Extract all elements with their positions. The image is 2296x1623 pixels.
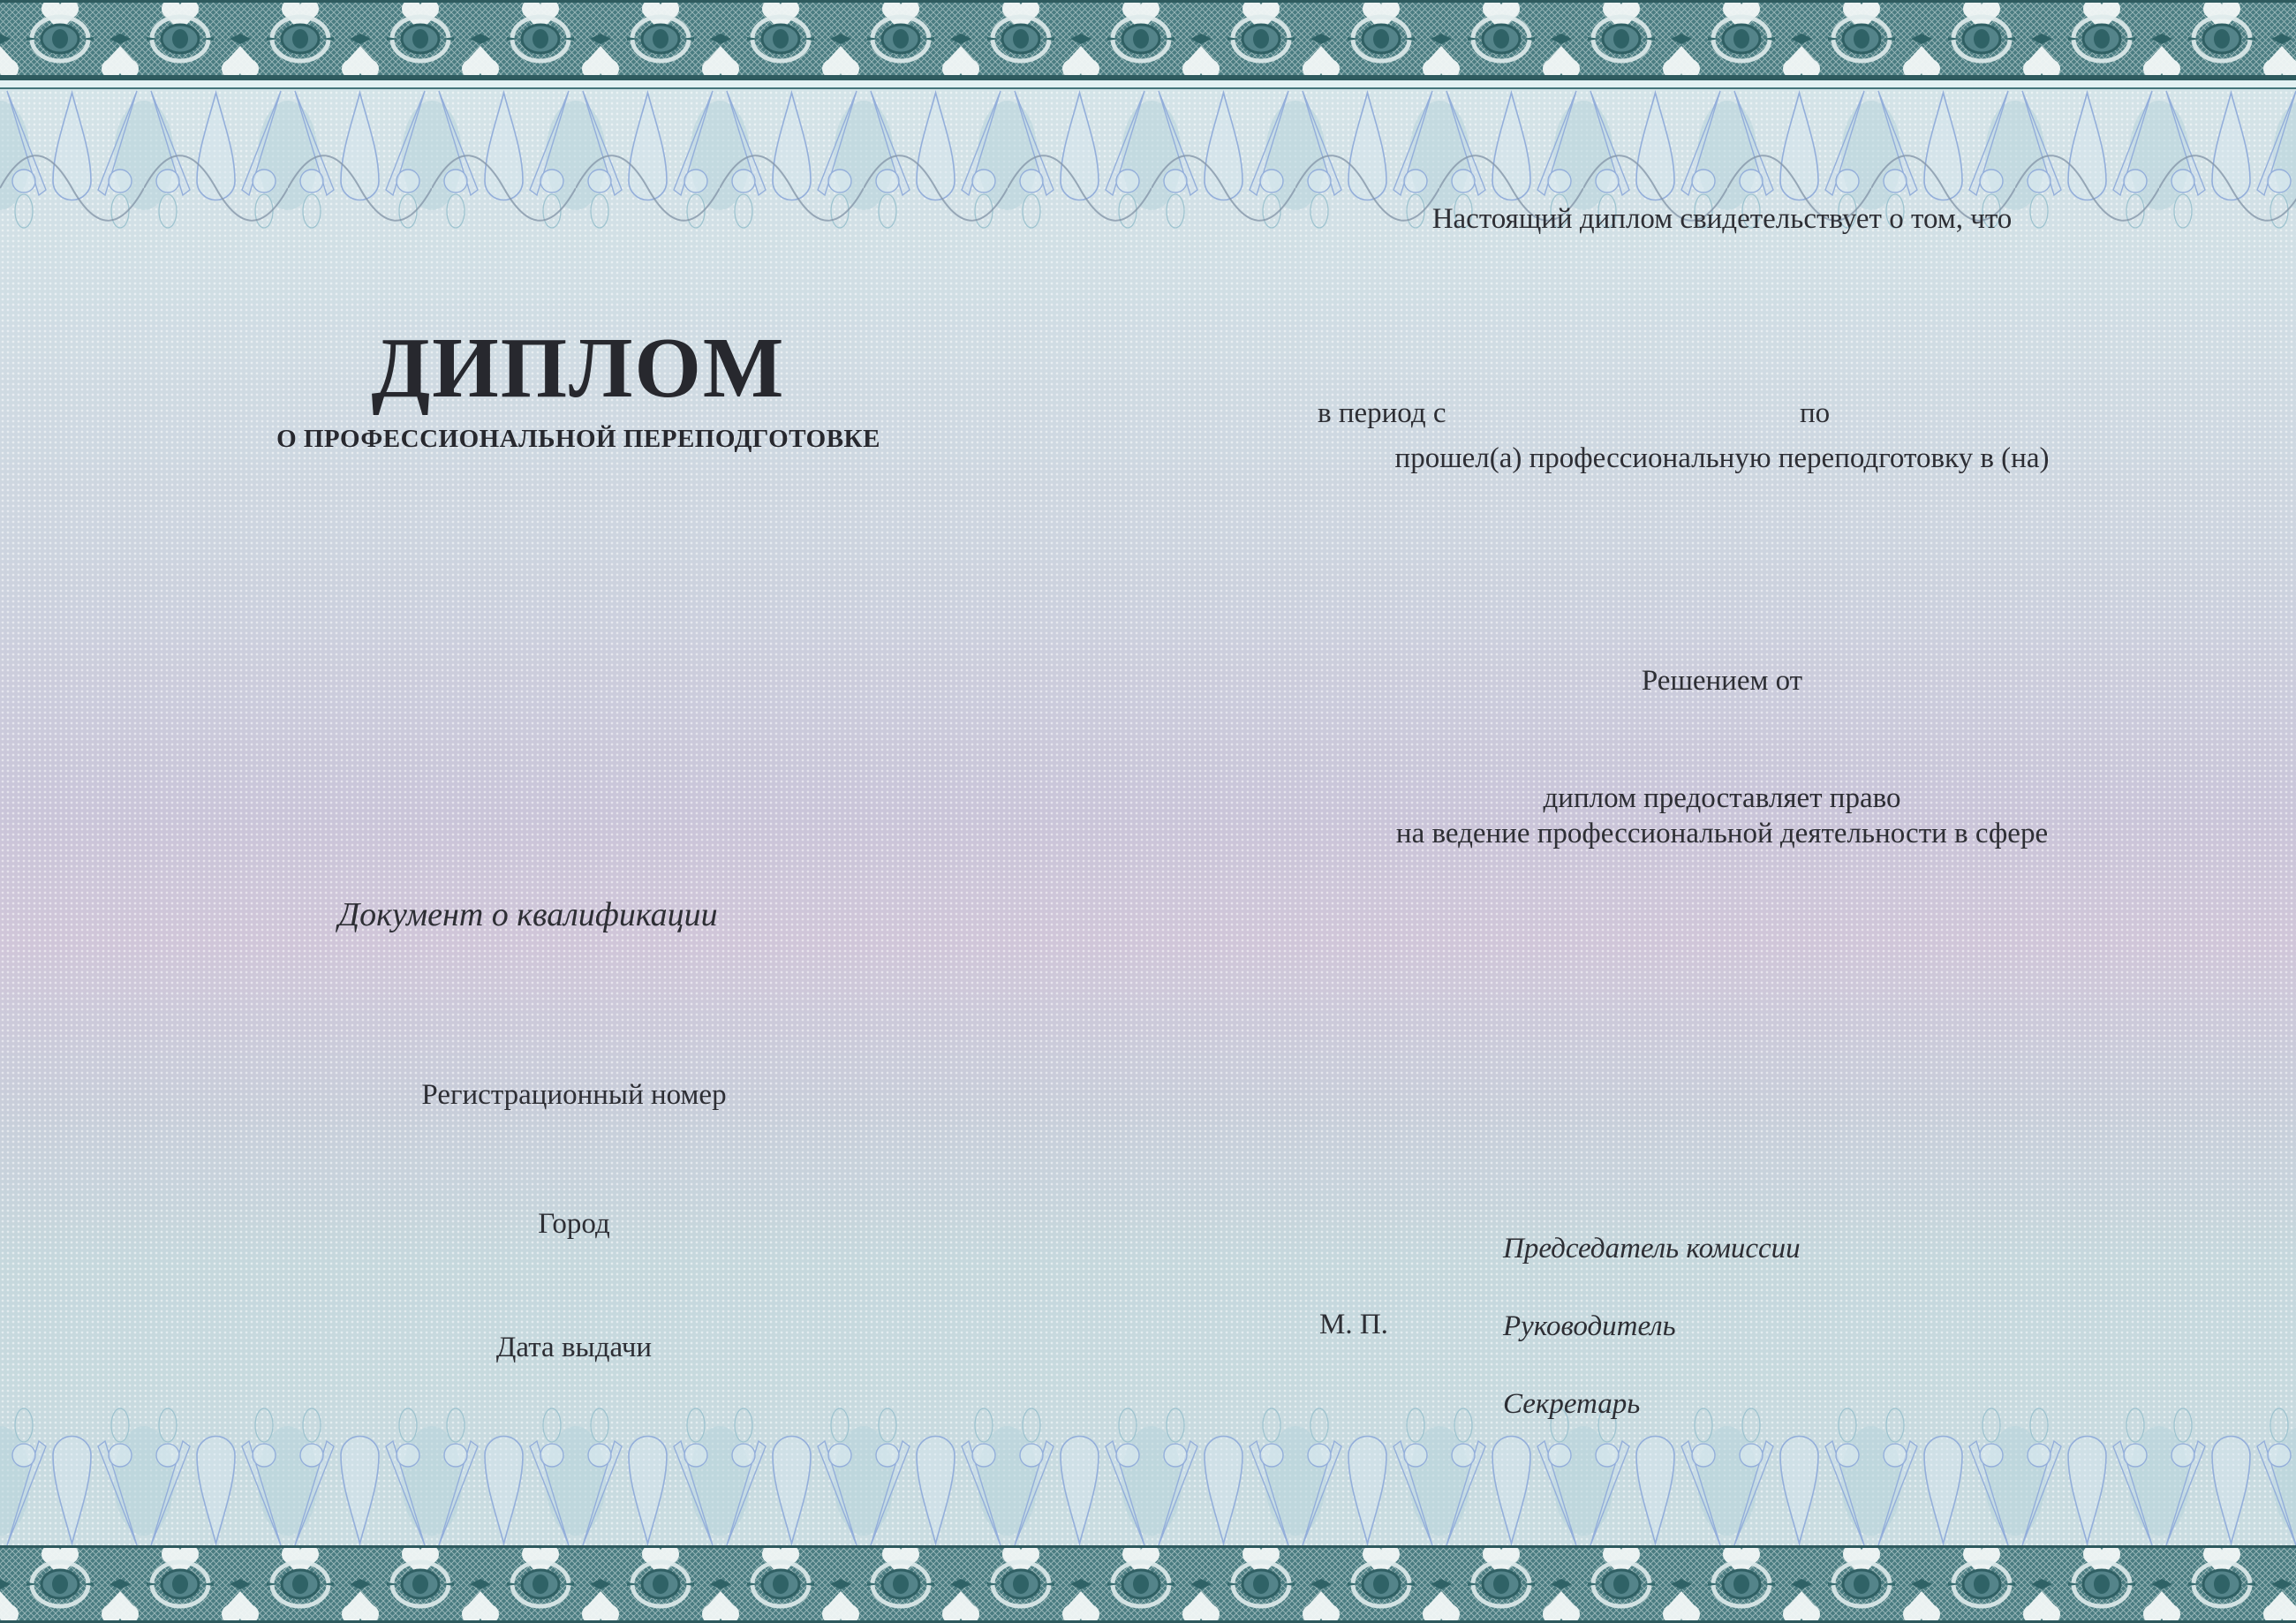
statement-line: Настоящий диплом свидетельствует о том, что [1431, 203, 2013, 235]
period-to-label: по [1800, 397, 1831, 429]
city-label: Город [538, 1208, 610, 1240]
entitlement-line-2: на ведение профессиональной деятельности в сфере [1395, 818, 2049, 849]
guilloche-border-bottom-icon [0, 1545, 2296, 1623]
diploma-title: ДИПЛОМ [371, 321, 786, 415]
title-block [159, 321, 998, 454]
border-separator-rule [0, 78, 2296, 89]
period-from-label: в период с [1318, 397, 1446, 429]
signature-head-label: Руководитель [1503, 1310, 1676, 1342]
diploma-subtitle: О ПРОФЕССИОНАЛЬНОЙ ПЕРЕПОДГОТОВКЕ [276, 425, 880, 453]
training-line: прошел(а) профессиональную переподготовку в (на) [1394, 442, 2050, 474]
decision-label: Решением от [1641, 665, 1803, 697]
stamp-place-label: М. П. [1319, 1309, 1388, 1340]
issue-date-label: Дата выдачи [495, 1332, 653, 1363]
signature-chairman-label: Председатель комиссии [1503, 1233, 1801, 1264]
entitlement-line-1: диплом предоставляет право [1543, 782, 1901, 814]
ornament-band-bottom-icon [0, 1406, 2296, 1547]
registration-number-label: Регистрационный номер [421, 1079, 727, 1111]
qualification-document-label: Документ о квалификации [338, 896, 718, 933]
guilloche-border-top-icon [0, 0, 2296, 78]
signature-secretary-label: Секретарь [1503, 1388, 1641, 1420]
